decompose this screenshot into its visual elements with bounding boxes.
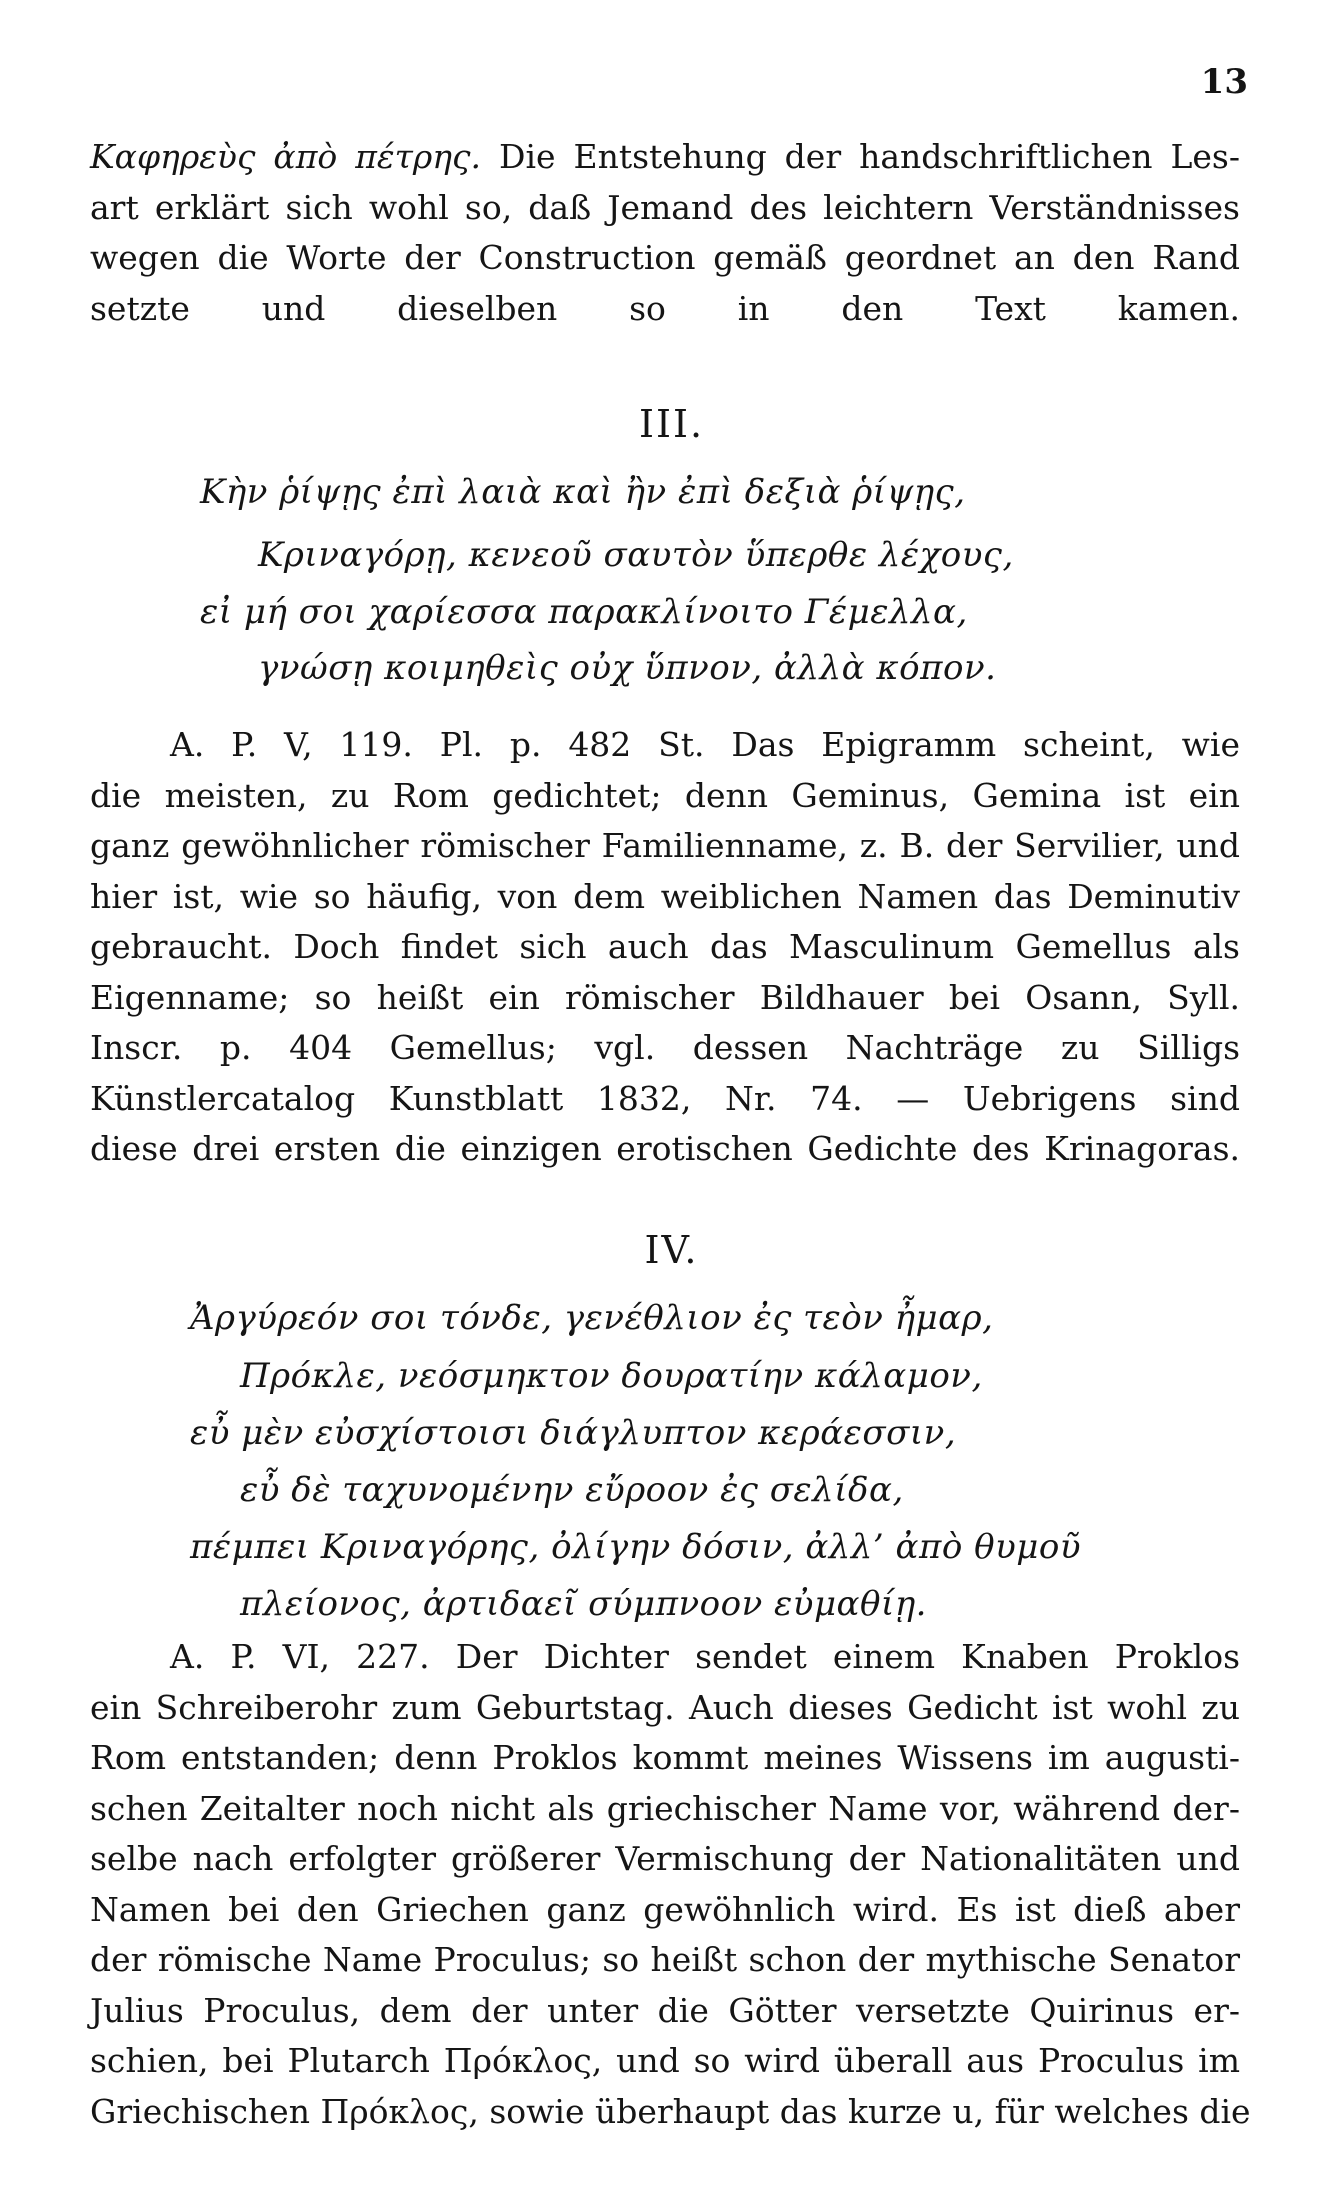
s4-commentary-line-7: der römische Name Proculus; so heißt schon der mythische Senator xyxy=(90,1940,1240,1979)
intro-line-1 xyxy=(90,132,1240,183)
section-3-verse-1: Κὴν ῥίψῃς ἐπὶ λαιὰ καὶ ἢν ἐπὶ δεξιὰ ῥίψῃς, xyxy=(200,472,966,512)
s4-commentary-line-6: Namen bei den Griechen ganz gewöhnlich wird. Es ist dieß aber xyxy=(90,1889,1240,1929)
section-3-verse-4: γνώσῃ κοιμηθεὶς οὐχ ὕπνον, ἀλλὰ κόπον. xyxy=(258,648,997,688)
s4-commentary-line-1: A. P. VI, 227. Der Dichter sendet einem Knaben Proklos xyxy=(170,1637,1240,1676)
section-4-commentary xyxy=(90,1632,1251,2137)
s3-commentary-line-3: ganz gewöhnlicher römischer Familienname, z. B. der Servilier, und xyxy=(90,826,1240,865)
intro-line-3: wegen die Worte der Construction gemäß geordnet an den Rand xyxy=(90,238,1240,277)
intro-line-4: setzte und dieselben so in den Text kamen. xyxy=(90,288,1240,328)
intro-paragraph xyxy=(90,132,1240,334)
s4-commentary-line-5: selbe nach erfolgter größerer Vermischung der Nationalitäten und xyxy=(90,1839,1240,1878)
s3-commentary-line-9: diese drei ersten die einzigen erotischen Gedichte des Krinagoras. xyxy=(90,1129,1240,1168)
section-4-heading: IV. xyxy=(644,1228,699,1272)
section-4-verse-5: πέμπει Κριναγόρης, ὀλίγην δόσιν, ἀλλ’ ἀπὸ θυμοῦ xyxy=(190,1527,1081,1567)
s3-commentary-line-5: gebraucht. Doch findet sich auch das Masculinum Gemellus als xyxy=(90,927,1240,966)
s3-commentary-line-2: die meisten, zu Rom gedichtet; denn Geminus, Gemina ist ein xyxy=(90,775,1240,815)
section-3-commentary xyxy=(90,720,1240,1175)
section-3-verse-3: εἰ μή σοι χαρίεσσα παρακλίνοιτο Γέμελλα, xyxy=(200,592,968,632)
intro-greek-quote: Καφηρεὺς ἀπὸ πέτρης. xyxy=(90,137,482,176)
section-4-verse-6: πλείονος, ἀρτιδαεῖ σύμπνοον εὐμαθίῃ. xyxy=(240,1584,927,1624)
s3-commentary-line-6: Eigenname; so heißt ein römischer Bildhauer bei Osann, Syll. xyxy=(90,977,1240,1017)
s3-commentary-line-8: Künstlercatalog Kunstblatt 1832, Nr. 74. — Uebrigens sind xyxy=(90,1078,1240,1118)
s4-commentary-line-10: Griechischen Πρόκλος, sowie überhaupt das kurze u, für welches die xyxy=(90,2091,1251,2131)
s3-commentary-line-1: A. P. V, 119. Pl. p. 482 St. Das Epigramm scheint, wie xyxy=(170,725,1240,764)
s3-commentary-line-7: Inscr. p. 404 Gemellus; vgl. dessen Nachträge zu Silligs xyxy=(90,1028,1240,1067)
section-3-verse-2: Κριναγόρῃ, κενεοῦ σαυτὸν ὕπερθε λέχους, xyxy=(258,535,1014,575)
section-4-verse-1: Ἀργύρεόν σοι τόνδε, γενέθλιον ἐς τεὸν ἦμαρ, xyxy=(190,1298,994,1338)
page-number: 13 xyxy=(1200,62,1248,102)
section-4-verse-2: Πρόκλε, νεόσμηκτον δουρατίην κάλαμον, xyxy=(240,1356,983,1396)
section-3-heading: III. xyxy=(638,402,705,446)
s3-commentary-line-4: hier ist, wie so häufig, von dem weiblichen Namen das Deminutiv xyxy=(90,876,1240,916)
section-4-verse-4: εὖ δὲ ταχυνομένην εὔροον ἐς σελίδα, xyxy=(240,1470,904,1510)
s4-commentary-line-2: ein Schreiberohr zum Geburtstag. Auch dieses Gedicht ist wohl zu xyxy=(90,1687,1240,1727)
s4-commentary-line-3: Rom entstanden; denn Proklos kommt meines Wissens im augusti- xyxy=(90,1738,1240,1777)
intro-line-2: art erklärt sich wohl so, daß Jemand des leichtern Verständnisses xyxy=(90,187,1240,227)
s4-commentary-line-9: schien, bei Plutarch Πρόκλος, und so wird überall aus Proculus im xyxy=(90,2041,1240,2080)
section-4-verse-3: εὖ μὲν εὐσχίστοισι διάγλυπτον κεράεσσιν, xyxy=(190,1413,957,1453)
intro-line-1-text: Die Entstehung der handschriftlichen Les- xyxy=(499,137,1240,176)
s4-commentary-line-4: schen Zeitalter noch nicht als griechischer Name vor, während der- xyxy=(90,1788,1240,1828)
s4-commentary-line-8: Julius Proculus, dem der unter die Götter versetzte Quirinus er- xyxy=(90,1990,1240,2030)
